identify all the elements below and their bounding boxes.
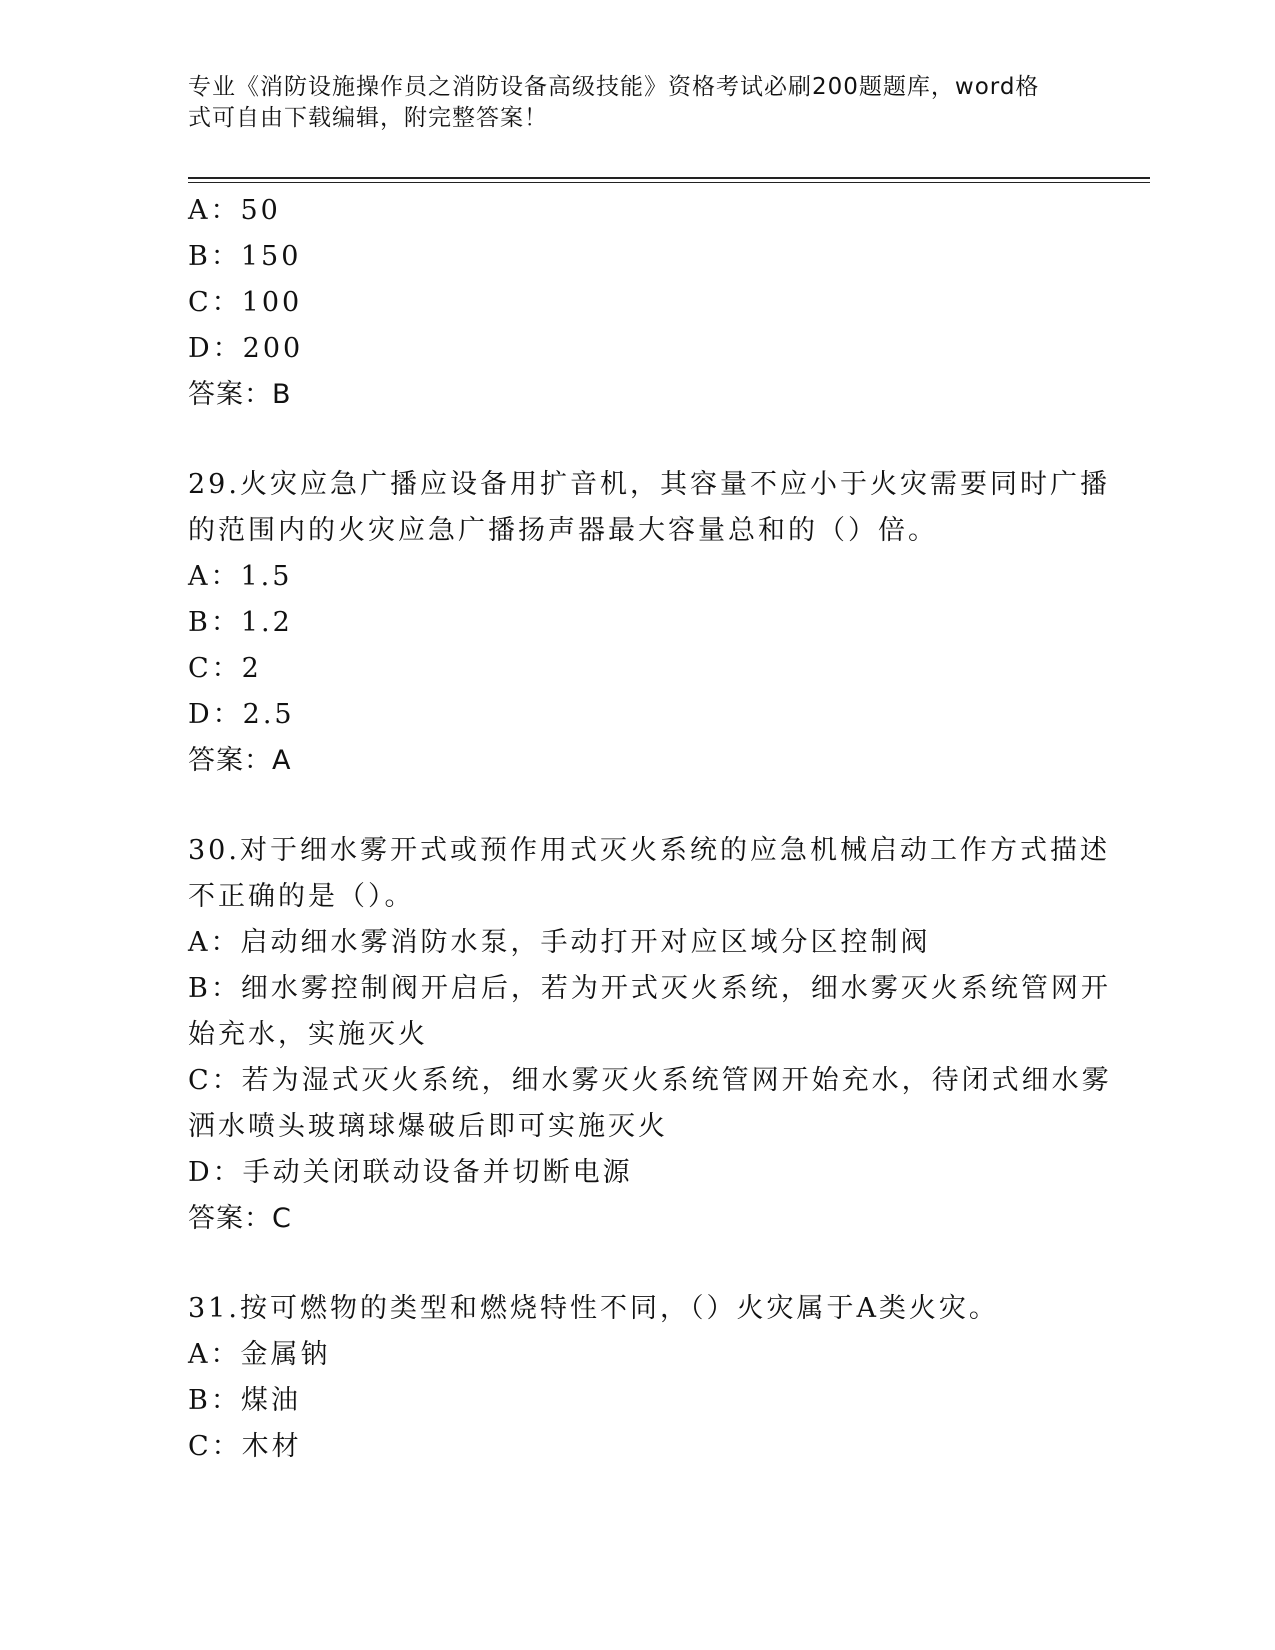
option-a: A：50 — [188, 195, 281, 226]
question-31 — [188, 1286, 1088, 1470]
option-b: B：1.2 — [188, 607, 293, 638]
question-30 — [188, 828, 1112, 1242]
option-a: A：启动细水雾消防水泵，手动打开对应区域分区控制阀 — [188, 927, 931, 958]
question-content — [188, 188, 1112, 1470]
option-b: B：150 — [188, 241, 302, 272]
header-divider-thin — [188, 182, 1150, 183]
option-b-continued: 始充水，实施灭火 — [188, 1019, 428, 1050]
question-stem-line: 的范围内的火灾应急广播扬声器最大容量总和的（）倍。 — [188, 515, 938, 546]
question-stem-line: 30.对于细水雾开式或预作用式灭火系统的应急机械启动工作方式描述 — [188, 835, 1110, 866]
option-c: C：若为湿式灭火系统，细水雾灭火系统管网开始充水，待闭式细水雾 — [188, 1065, 1112, 1096]
question-29 — [188, 462, 1110, 784]
option-c-continued: 洒水喷头玻璃球爆破后即可实施灭火 — [188, 1111, 668, 1142]
answer: 答案：B — [188, 379, 292, 410]
answer: 答案：C — [188, 1203, 292, 1234]
option-d: D：2.5 — [188, 699, 295, 730]
option-c: C：木材 — [188, 1431, 302, 1462]
header-line-1: 专业《消防设施操作员之消防设备高级技能》资格考试必刷200题题库，word格 — [188, 74, 1040, 100]
question-stem-line: 31.按可燃物的类型和燃烧特性不同，（）火灾属于A类火灾。 — [188, 1293, 999, 1324]
question-28-continued — [188, 188, 1088, 418]
option-d: D：200 — [188, 333, 304, 364]
header-divider-thick — [188, 177, 1150, 179]
question-stem-line: 29.火灾应急广播应设备用扩音机，其容量不应小于火灾需要同时广播 — [188, 469, 1110, 500]
option-a: A：金属钠 — [188, 1339, 331, 1370]
option-b: B：煤油 — [188, 1385, 301, 1416]
option-c: C：100 — [188, 287, 303, 318]
option-c: C：2 — [188, 653, 262, 684]
option-d: D：手动关闭联动设备并切断电源 — [188, 1157, 633, 1188]
option-a: A：1.5 — [188, 561, 293, 592]
option-b: B：细水雾控制阀开启后，若为开式灭火系统，细水雾灭火系统管网开 — [188, 973, 1111, 1004]
answer: 答案：A — [188, 745, 292, 776]
document-header — [188, 72, 1068, 134]
header-line-2: 式可自由下载编辑，附完整答案！ — [188, 105, 548, 131]
question-stem-line: 不正确的是（）。 — [188, 881, 415, 912]
